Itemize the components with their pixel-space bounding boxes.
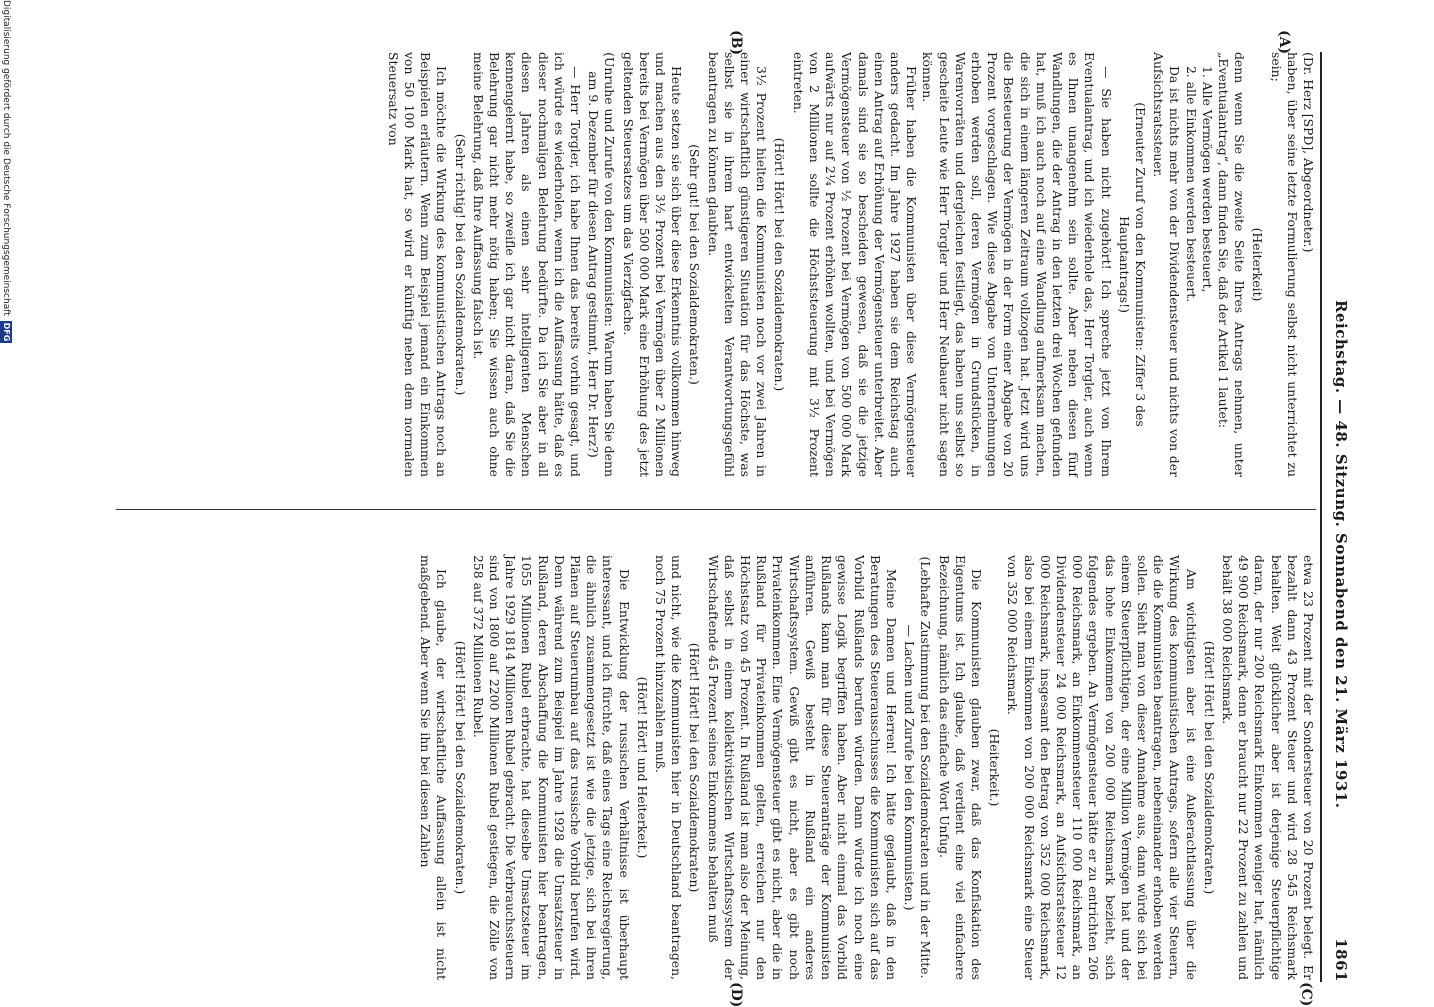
- interjection: (Hört! Hört! bei den Sozialdemokraten.): [1201, 640, 1217, 895]
- interjection: (Sehr richtig! bei den Sozialdemokraten.): [452, 133, 468, 396]
- paragraph: (Dr. Herz [SPD], Abgeordneter.): [1301, 52, 1316, 253]
- header-rule: [1320, 52, 1322, 982]
- paragraph: denn wenn Sie die zweite Seite Ihres Antrags nehmen, unter „Eventualantrag“, dann finden Sie, daß der Artikel 1 lautet:: [1215, 52, 1248, 477]
- dfg-logo: DFG: [2, 322, 11, 342]
- digitization-footer: [0, 0, 12, 1000]
- footer-credit: Digitalisierung gefördert durch die Deutsche Forschungsgemeinschaft: [1, 0, 11, 316]
- paragraph: und nicht, wie die Kommunisten hier in Deutschland beantragen, noch 75 Prozent hinzuzahlen muß.: [653, 555, 685, 980]
- interjection: (Erneuter Zuruf von den Kommunisten: Ziffer 3 des Hauptantrags!): [1116, 102, 1148, 427]
- paragraph: Ich glaube, der wirtschaftliche Auffassung allein ist nicht maßgebend. Aber wenn Sie ihn bei diesen Zahlen: [418, 555, 450, 980]
- paragraph: 1. Alle Vermögen werden besteuert,: [1199, 66, 1215, 293]
- interjection: (Hört! Hört! bei den Sozialdemokraten.): [772, 137, 788, 392]
- margin-mark-c: (C): [1298, 982, 1314, 1007]
- interjection: (Heiterkeit.): [987, 728, 1003, 807]
- paragraph: Die Kommunisten glauben zwar, daß das Konfiskation des Eigentums ist. Ich glaube, daß verdient eine viel einfachere Bezeichnung, nämlich das einfache Wort Unfug.: [936, 555, 984, 980]
- margin-mark-d: (D): [728, 982, 744, 1007]
- interjection: (Hört! Hört! und Heiterkeit.): [634, 676, 650, 859]
- page-number: 1861: [1332, 938, 1350, 982]
- paragraph: Heute setzen sie sich über diese Erkenntnis vollkommen hinweg und machen aus den 3½ Prozent bei Vermögen über 2 Millionen bereits bei Vermögen über 500 000 Mark eine Erhöhung des jetzt geltenden Steuersatzes um das Vierzigfache.: [620, 52, 685, 477]
- paragraph: Am wichtigsten aber ist eine Außerachtlassung über die Wirkung des kommunistischen Antrags, sofern alle vier Steuern, die die Kommunisten beantragen, nebeneinander erhoben werden sollen. Sieht man von dieser Annahme aus, dann würde sich bei einem Steuerpflichtigen, der eine Million Vermögen hat und der das hohe Einkommen von 200 000 Reichsmark bezieht, sich folgendes ergeben. An Vermögensteuer hätte er zu entrichten 206 000 Reichsmark, an Einkommensteuer 110 000 Reichsmark, an Dividendensteuer 24 000 Reichsmark, an Aufsichtsratssteuer 12 000 Reichsmark, insgesamt den Betrag von 352 000 Reichsmark, also bei einem Einkommen von 200 000 Reichsmark eine Steuer von 352 000 Reichsmark.: [1005, 555, 1199, 980]
- paragraph: Ich möchte die Wirkung des kommunistischen Antrags noch an Beispielen erläutern. Wenn zum Beispiel jemand ein Einkommen von 50 100 Mark hat, so wird er künftig neben dem normalen Steuersatz von: [385, 52, 450, 477]
- interjection: (Unruhe und Zurufe von den Kommunisten: Warum haben Sie denn am 9. Dezember für diesen Antrag gestimmt, Herr Dr. Herz?): [586, 52, 618, 477]
- paragraph: Da ist nichts mehr von der Dividendensteuer und nichts von der Aufsichtsratssteuer.: [1151, 52, 1183, 477]
- running-title: Reichstag. — 48. Sitzung. Sonnabend den 21. März 1931.: [1332, 300, 1350, 809]
- text-column-right: [116, 555, 1316, 980]
- interjection: (Heiterkeit): [1250, 227, 1266, 302]
- text-column-left: [116, 52, 1316, 477]
- interjection: (Hört! Hört! bei den Sozialdemokraten.): [452, 640, 468, 895]
- interjection: (Sehr gut! bei den Sozialdemokraten.): [687, 144, 703, 385]
- paragraph: Die Entwicklung der russischen Verhältnisse ist überhaupt interessant, und ich fürchte, daß eines Tags eine Reichsregierung, die ähnlich zusammengesetzt ist wie die jetzige, sich bei ihren Plänen auf Steuerumbau auf das russische Vorbild berufen wird. Denn während zum Beispiel im Jahre 1928 die Umsatzsteuer in Rußland, deren Abschaffung die Kommunisten hier beantragen, 1055 Millionen Rubel erbrachte, hat dieselbe Umsatzsteuer im Jahre 1929 1814 Millionen Rubel gebracht. Die Verbrauchssteuern sind von 1800 auf 2200 Millionen Rubel gestiegen, die Zölle von 258 auf 372 Millionen Rubel.: [470, 555, 632, 980]
- paragraph: 3½ Prozent hielten die Kommunisten noch vor zwei Jahren in einer wirtschaftlich günstigeren Situation für das Höchste, was selbst sie in ihrem hart entwickelten Verantwortungsgefühl beantragen zu können glaubten.: [705, 52, 770, 477]
- interjection: (Lebhafte Zustimmung bei den Sozialdemokraten und in der Mitte. — Lachen und Zurufe bei den Kommunisten.): [902, 556, 934, 979]
- running-header: [1326, 52, 1350, 982]
- paragraph: Meine Damen und Herren! Ich hätte geglaubt, daß in den Beratungen des Steuerausschusses die Kommunisten sich auf das Vorbild Rußlands berufen würden. Dann würde ich noch eine gewisse Logik begriffen haben. Aber nicht einmal das Vorbild Rußlands kann man für diese Steueranträge der Kommunisten anführen. Gewiß besteht in Rußland ein anderes Wirtschaftssystem. Gewiß gibt es nicht, aber es gibt noch Privateinkommen. Eine Vermögensteuer gibt es nicht, aber die in Rußland für Privateinkommen gelten, erreichen nur den Höchstsatz von 45 Prozent. In Rußland ist man also der Meinung, daß selbst in einem kollektivistischen Wirtschaftssystem der Wirtschaftende 45 Prozent seines Einkommens behalten muß: [705, 555, 899, 980]
- paragraph: etwa 23 Prozent mit der Sondersteuer von 20 Prozent belegt. Er bezahlt dann 43 Prozent Steuer und wird 28 545 Reichsmark behalten. Weit glücklicher aber ist derjenige Steuerpflichtige daran, der nur 200 Reichsmark Einkommen weniger hat, nämlich 49 900 Reichsmark, denn er braucht nur 22 Prozent zu zahlen und behält 38 000 Reichsmark.: [1219, 555, 1316, 980]
- interjection: (Hört! Hört! bei den Sozialdemokraten): [687, 642, 703, 893]
- paragraph: — Sie haben nicht zugehört! Ich spreche jetzt von Ihrem Eventualantrag, und ich wiederhole das, Herr Torgler, auch wenn es Ihnen unangenehm sein sollte. Aber neben diesen fünf Wandlungen, die der Antrag in den letzten drei Wochen gefunden hat, muß ich auch noch auf eine Wandlung aufmerksam machen, die sich in einem längeren Zeitraum vollzogen hat. Jetzt wird uns die Besteuerung der Vermögen in der Form einer Abgabe von 20 Prozent vorgeschlagen. Wie diese Abgabe von Unternehmungen erhoben werden soll, deren Vermögen in Grundstücken, in Warenvorräten und dergleichen festliegt, das haben uns selbst so gescheite Leute wie Herr Torgler und Herr Neubauer nicht sagen können.: [920, 52, 1114, 477]
- paragraph: haben, über seine letzte Formulierung selbst nicht unterrichtet zu sein;: [1268, 52, 1300, 477]
- margin-mark-b: (B): [728, 30, 744, 56]
- paragraph: 2. alle Einkommen werden besteuert.: [1183, 66, 1199, 303]
- column-divider: [116, 509, 1316, 510]
- paragraph: Früher haben die Kommunisten über diese Vermögensteuer anders gedacht. Im Jahre 1927 haben sie dem Reichstag auch einen Antrag auf Erhöhung der Vermögensteuer unterbreitet. Aber damals sind sie so bescheiden gewesen, daß sie die jetzige Vermögensteuer von ½ Prozent bei Vermögen von 500 000 Mark aufwärts nur auf 2¼ Prozent erhöhen wollten, und bei Vermögen von 2 Millionen sollte die Höchststeuerung mit 3½ Prozent eintreten.: [790, 52, 920, 477]
- margin-mark-a: (A): [1276, 30, 1292, 55]
- paragraph: — Herr Torgler, ich habe Ihnen das bereits vorhin gesagt, und ich würde es wiederholen, wenn ich die Auffassung hätte, daß es dieser nochmaligen Belehrung bedürfte. Da ich Sie aber in all diesen Jahren als einen sehr intelligenten Menschen kennengelernt habe, so zweifle ich gar nicht daran, daß Sie die Belehrung gar nicht mehr nötig haben; Sie wissen auch ohne meine Belehrung, daß Ihre Auffassung falsch ist.: [470, 52, 584, 477]
